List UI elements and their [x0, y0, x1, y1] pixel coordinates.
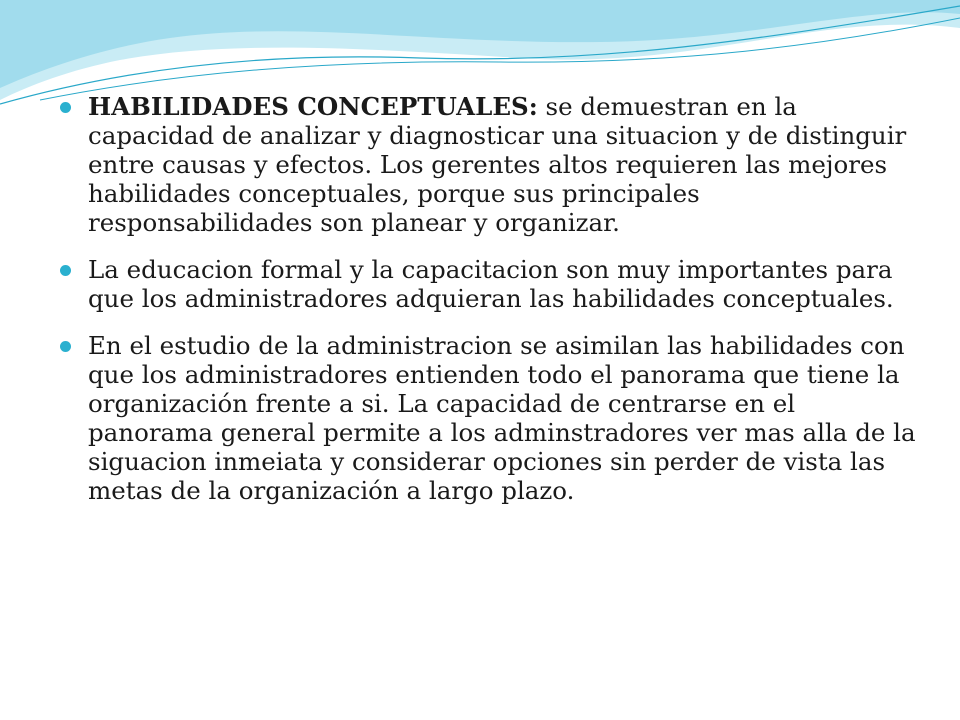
bullet-text: En el estudio de la administracion se asimilan las habilidades con que los administradores entienden todo el panorama que tiene la organización frente a si. La capacidad de centrarse en el panorama general permite a los adminstradores ver mas alla de la siguacion inmeiata y considerar opciones sin perder de vista las metas de la organización a largo plazo.: [88, 331, 916, 505]
bullet-lead: HABILIDADES CONCEPTUALES:: [88, 92, 538, 121]
bullet-text: La educacion formal y la capacitacion son muy importantes para que los administradores adquieran las habilidades conceptuales.: [88, 255, 894, 313]
bullet-text: se demuestran en la capacidad de analizar y diagnosticar una situacion y de distinguir entre causas y efectos. Los gerentes altos requieren las mejores habilidades conceptuales, porque sus principales responsabilidades son planear y organizar.: [88, 92, 907, 237]
bullet-dot-icon: [60, 102, 71, 113]
bullet-item: [60, 92, 920, 237]
bullet-list: [60, 92, 920, 523]
bullet-dot-icon: [60, 341, 71, 352]
bullet-dot-icon: [60, 265, 71, 276]
bullet-item: [60, 255, 920, 313]
bullet-item: [60, 331, 920, 505]
